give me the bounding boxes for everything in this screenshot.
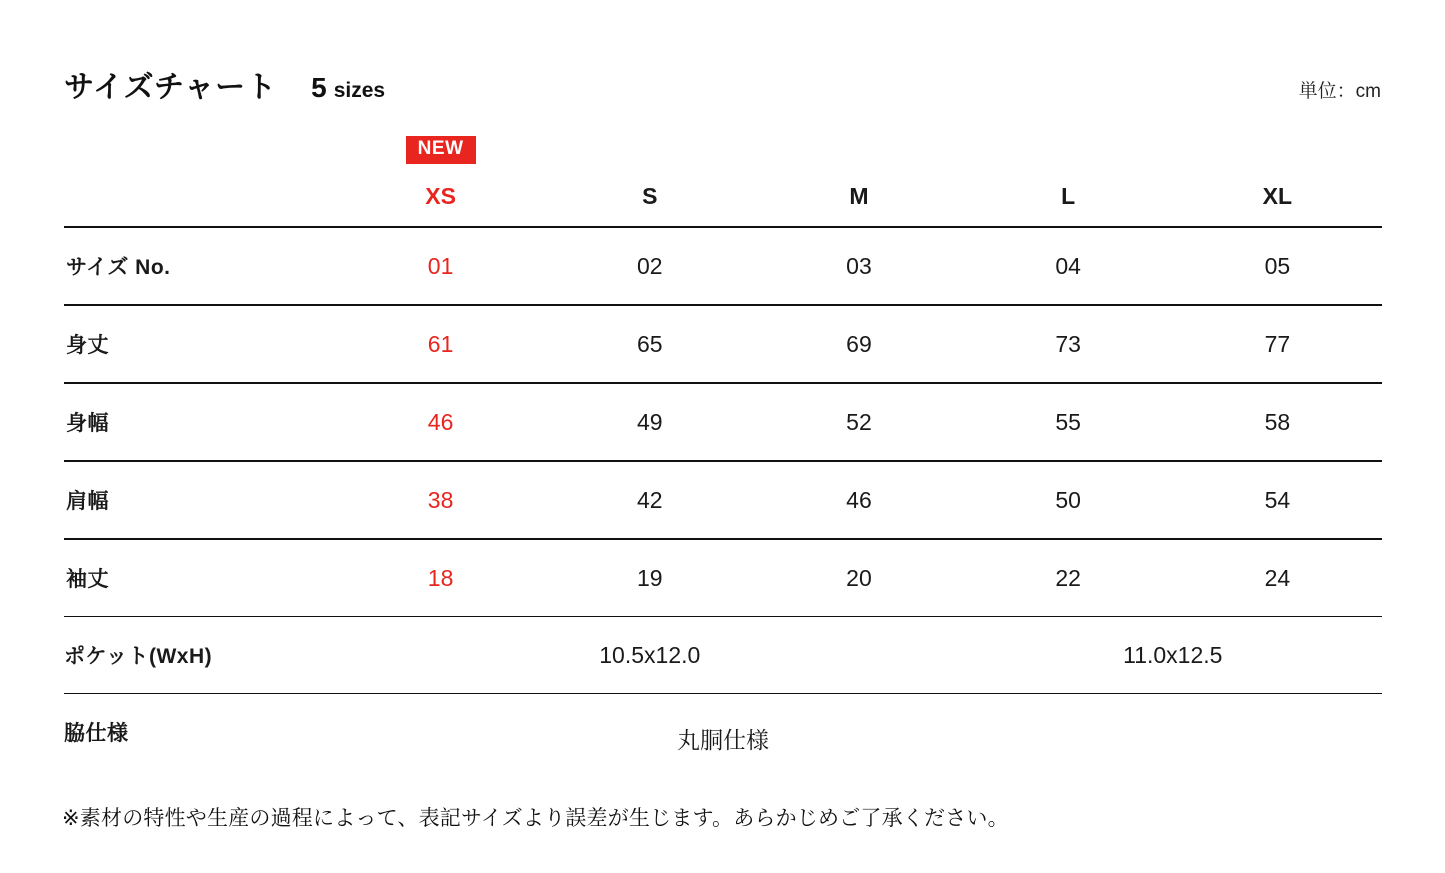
cell-size-no-xl: 05 (1173, 227, 1382, 305)
cell-body-width-xs: 46 (336, 383, 545, 461)
cell-side-spec-right (964, 694, 1382, 771)
sizes-word: sizes (333, 79, 386, 102)
cell-sleeve-length-m: 20 (754, 539, 963, 617)
cell-body-length-xl: 77 (1173, 305, 1382, 383)
cell-sleeve-length-s: 19 (545, 539, 754, 617)
cell-body-length-l: 73 (964, 305, 1173, 383)
cell-body-length-s: 65 (545, 305, 754, 383)
row-label-side-spec: 脇仕様 (64, 694, 336, 771)
badge-row-spacer (64, 128, 336, 172)
badge-row-empty-m (754, 128, 963, 172)
size-header-corner (64, 172, 336, 227)
table-row (64, 227, 1382, 305)
footnote: ※素材の特性や生産の過程によって、表記サイズより誤差が生じます。あらかじめご了承ください。 (62, 807, 1009, 830)
cell-sleeve-length-xl: 24 (1173, 539, 1382, 617)
cell-body-width-m: 52 (754, 383, 963, 461)
status-badge: NEW (406, 136, 476, 165)
cell-shoulder-width-xs: 38 (336, 461, 545, 539)
size-chart-table (64, 128, 1382, 770)
size-header-row (64, 172, 1382, 227)
cell-body-length-xs: 61 (336, 305, 545, 383)
cell-pocket-group-a: 10.5x12.0 (336, 617, 964, 694)
table-row (64, 383, 1382, 461)
cell-body-length-m: 69 (754, 305, 963, 383)
cell-shoulder-width-s: 42 (545, 461, 754, 539)
cell-shoulder-width-m: 46 (754, 461, 963, 539)
badge-row-empty-s (545, 128, 754, 172)
row-label-pocket: ポケット(WxH) (64, 617, 336, 694)
cell-body-width-s: 49 (545, 383, 754, 461)
size-header-l: L (1061, 182, 1076, 209)
cell-body-width-l: 55 (964, 383, 1173, 461)
badge-row (64, 128, 1382, 172)
cell-size-no-s: 02 (545, 227, 754, 305)
cell-side-spec-left (336, 694, 964, 771)
size-header-m: M (849, 182, 869, 209)
page-title: サイズチャート (64, 71, 278, 104)
row-label-shoulder-width: 肩幅 (64, 461, 336, 539)
cell-size-no-l: 04 (964, 227, 1173, 305)
table-row-side-spec (64, 694, 1382, 771)
table-row-pocket (64, 617, 1382, 694)
row-label-sleeve-length: 袖丈 (64, 539, 336, 617)
unit-label: 単位：cm (1298, 80, 1381, 102)
cell-pocket-group-b: 11.0x12.5 (964, 617, 1382, 694)
side-spec-value: 丸胴仕様 (677, 726, 769, 753)
row-label-body-width: 身幅 (64, 383, 336, 461)
row-label-size-no: サイズ No. (64, 227, 336, 305)
table-row (64, 461, 1382, 539)
chart-header (64, 62, 1381, 116)
cell-size-no-xs: 01 (336, 227, 545, 305)
size-header-xl: XL (1262, 182, 1293, 209)
new-badge-cell (336, 128, 545, 172)
cell-body-width-xl: 58 (1173, 383, 1382, 461)
size-count: 5 (311, 72, 327, 103)
cell-shoulder-width-xl: 54 (1173, 461, 1382, 539)
badge-row-empty-xl (1173, 128, 1382, 172)
badge-row-empty-l (964, 128, 1173, 172)
cell-shoulder-width-l: 50 (964, 461, 1173, 539)
size-header-xs: XS (425, 182, 456, 209)
row-label-body-length: 身丈 (64, 305, 336, 383)
size-header-s: S (642, 182, 658, 209)
cell-sleeve-length-l: 22 (964, 539, 1173, 617)
table-row (64, 305, 1382, 383)
cell-size-no-m: 03 (754, 227, 963, 305)
cell-sleeve-length-xs: 18 (336, 539, 545, 617)
table-row (64, 539, 1382, 617)
